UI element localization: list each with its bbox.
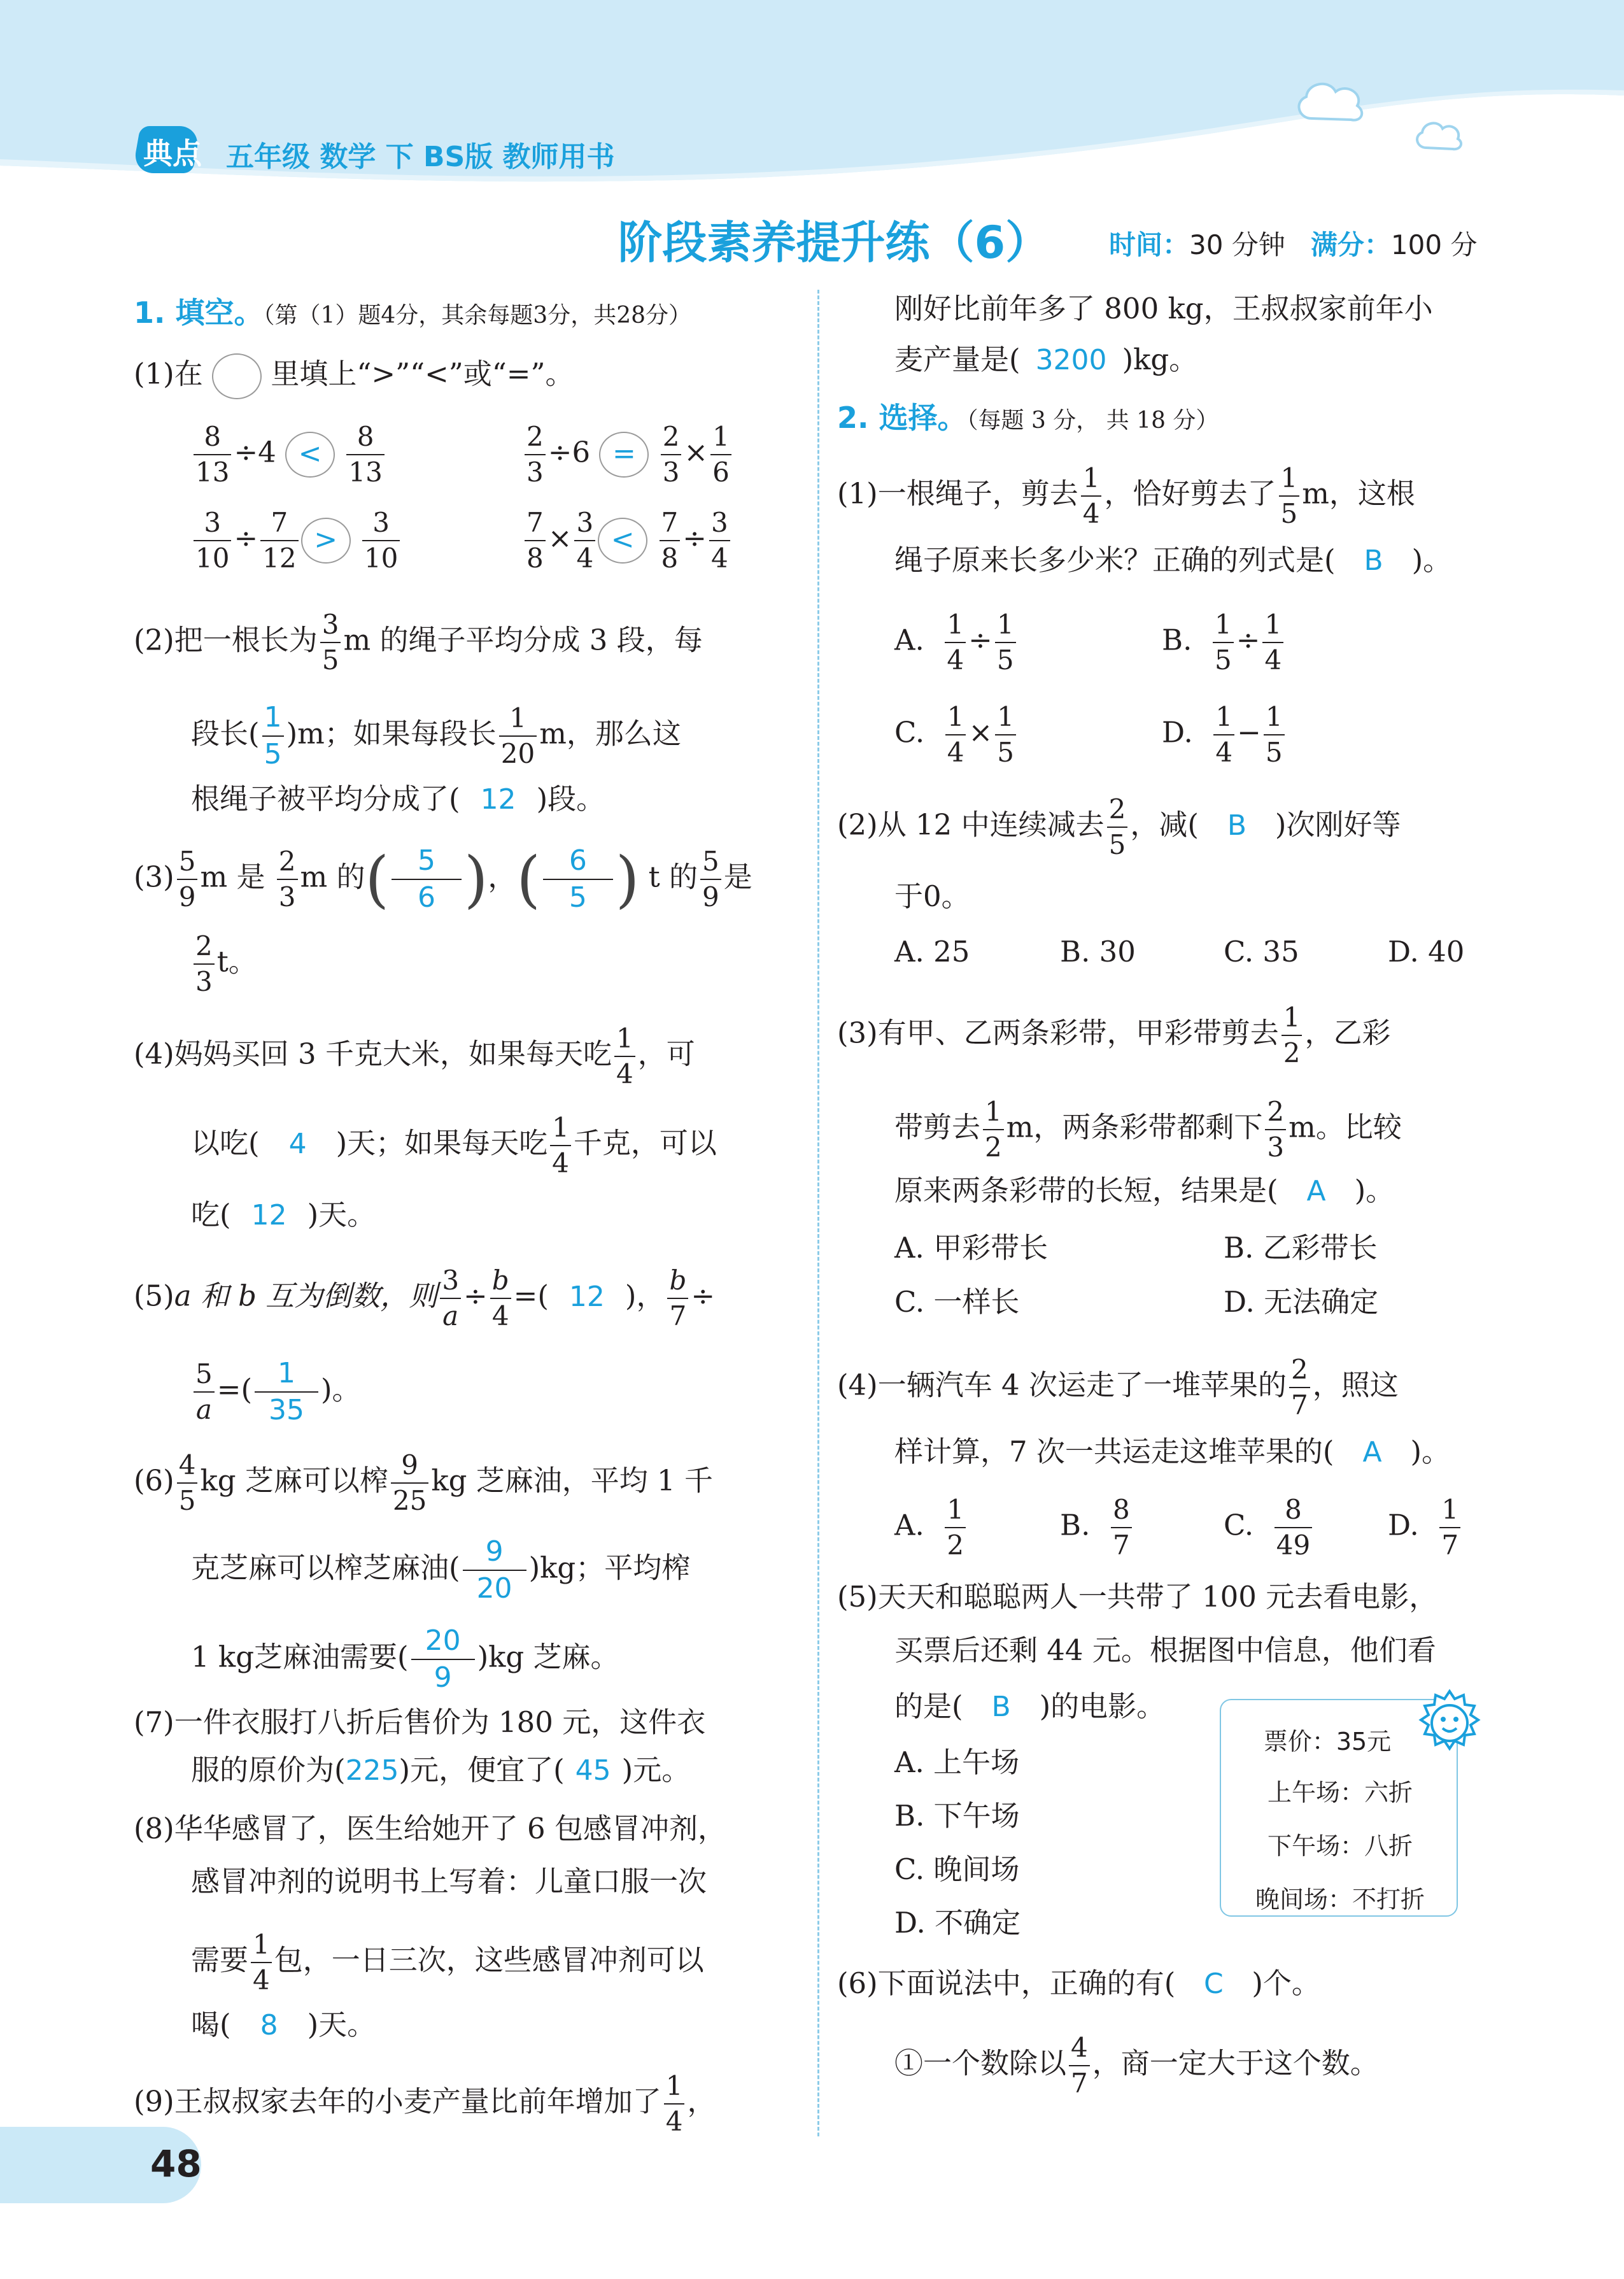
q1-p2-l2: 段长( $\frac{1}{5}$ )m；如果每段长 $\frac{1}{20}$ m，那么这: [191, 701, 681, 770]
time-score: 时间：30 分钟 满分：100 分: [1109, 229, 1478, 260]
ticket-morning: 上午场：六折: [1267, 1778, 1413, 1807]
q1-p1: (1)在 里填上“>”“<”或“=”。: [134, 353, 574, 399]
q1-p6-l3: 1 kg芝麻油需要( $\frac{20}{9}$ )kg 芝麻。: [191, 1624, 619, 1694]
cmp-2: $\frac{2}{3}$ ÷6 = $\frac{2}{3}$ × $\frac{1}{6}$: [522, 423, 734, 486]
q1-p2: (2)把一根长为 $\frac{3}{5}$ m 的绳子平均分成 3 段，每: [134, 609, 703, 676]
q2-s3-l2: 带剪去 $\frac{1}{2}$ m，两条彩带都剩下 $\frac{2}{3}$ m。比较: [894, 1096, 1402, 1163]
q1-p8-l3: 需要 $\frac{1}{4}$ 包，一日三次，这些感冒冲剂可以: [191, 1929, 704, 1996]
q2-s3-optC: C. 一样长: [894, 1285, 1020, 1319]
q2-s3: (3)有甲、乙两条彩带，甲彩带剪去 $\frac{1}{2}$ ，乙彩: [837, 1002, 1391, 1069]
q2-s2-l2: 于0。: [894, 879, 970, 913]
q2-s1-optA: A. $\frac{1}{4}$ ÷ $\frac{1}{5}$: [894, 611, 1019, 674]
q2-s3-optA: A. 甲彩带长: [894, 1231, 1049, 1265]
q2-s5-optC: C. 晚间场: [894, 1852, 1020, 1886]
q2-s6: (6)下面说法中，正确的有( C )个。: [837, 1966, 1320, 2000]
q2-s3-l3: 原来两条彩带的长短，结果是( A )。: [894, 1174, 1395, 1207]
q1-p3: (3) $\frac{5}{9}$ m 是 $\frac{2}{3}$ m 的( $\frac{5}{6}$ )，( $\frac{6}{5}$ ) t 的 $\frac{5}{9}$ 是: [134, 844, 752, 915]
q2-s5-optA: A. 上午场: [894, 1745, 1020, 1779]
ticket-evening: 晚间场：不打折: [1255, 1885, 1425, 1913]
q1-p8-l2: 感冒冲剂的说明书上写着：儿童口服一次: [191, 1864, 707, 1898]
q2-s5: (5)天天和聪聪两人一共带了 100 元去看电影，: [837, 1580, 1438, 1614]
page-number: 48: [150, 2142, 202, 2185]
q2-s3-optD: D. 无法确定: [1224, 1285, 1379, 1319]
q1-p4-l2: 以吃( 4 )天；如果每天吃 $\frac{1}{4}$ 千克，可以: [191, 1112, 717, 1179]
q1-p5: (5)a 和 b 互为倒数，则 $\frac{3}{a}$ ÷ $\frac{b}{4}$ =( 12 )， $\frac{b}{7}$ ÷: [134, 1265, 716, 1331]
q2-s2-optD: D. 40: [1388, 935, 1465, 969]
q1-p6: (6) $\frac{4}{5}$ kg 芝麻可以榨 $\frac{9}{25}$ kg 芝麻油，平均 1 千: [134, 1449, 713, 1516]
q2-s4-optC: C. $\frac{8}{49}$: [1224, 1496, 1315, 1559]
q1-p3-l2: $\frac{2}{3}$ t。: [191, 933, 257, 995]
q2-s5-optB: B. 下午场: [894, 1799, 1020, 1833]
q2-s4-optA: A. $\frac{1}{2}$: [894, 1496, 968, 1559]
book-info: 五年级 数学 下 BS版 教师用书: [226, 141, 615, 173]
ticket-afternoon: 下午场：八折: [1267, 1832, 1413, 1860]
q2-s1-optD: D. $\frac{1}{4}$ − $\frac{1}{5}$: [1162, 704, 1287, 766]
q2-s5-optD: D. 不确定: [894, 1906, 1021, 1940]
cmp-3: $\frac{3}{10}$ ÷ $\frac{7}{12}$ > $\frac{3}{10}$: [191, 509, 402, 572]
q2-s2-optC: C. 35: [1224, 935, 1299, 969]
q2-s4-optB: B. $\frac{8}{7}$: [1060, 1496, 1134, 1559]
q1-p4: (4)妈妈买回 3 千克大米，如果每天吃 $\frac{1}{4}$ ，可: [134, 1023, 695, 1090]
q1-p6-l2: 克芝麻可以榨芝麻油( $\frac{9}{20}$ )kg；平均榨: [191, 1535, 691, 1605]
cmp-1: $\frac{8}{13}$ ÷4 < $\frac{8}{13}$: [191, 423, 387, 486]
q2-s5-l3: 的是( B )的电影。: [894, 1689, 1166, 1723]
q1-p4-l3: 吃( 12 )天。: [191, 1198, 376, 1232]
q2-s1-optC: C. $\frac{1}{4}$ × $\frac{1}{5}$: [894, 704, 1019, 766]
logo-text: 典点: [143, 136, 202, 171]
q1-p2-l3: 根绳子被平均分成了( 12 )段。: [191, 782, 605, 816]
q1-p9-l2: 刚好比前年多了 800 kg，王叔叔家前年小: [894, 292, 1433, 325]
q1-p5-l2: $\frac{5}{a}$ =( $\frac{1}{35}$ )。: [191, 1360, 361, 1424]
q1-p8-l4: 喝( 8 )天。: [191, 2008, 376, 2041]
cmp-4: $\frac{7}{8}$ × $\frac{3}{4}$ < $\frac{7}{8}$ ÷ $\frac{3}{4}$: [522, 509, 733, 572]
q2-s6-l2: ①一个数除以 $\frac{4}{7}$ ，商一定大于这个数。: [894, 2032, 1379, 2099]
sun-mascot-icon: [1415, 1687, 1485, 1757]
q1-p8: (8)华华感冒了，医生给她开了 6 包感冒冲剂，: [134, 1812, 726, 1845]
q2-s4: (4)一辆汽车 4 次运走了一堆苹果的 $\frac{2}{7}$ ，照这: [837, 1354, 1399, 1421]
q2-s2-optA: A. 25: [894, 935, 970, 969]
q1-p7: (7)一件衣服打八折后售价为 180 元，这件衣: [134, 1705, 706, 1739]
header-band: [0, 0, 1624, 210]
column-divider: [817, 290, 819, 2136]
ticket-price: 票价：35元: [1263, 1728, 1392, 1756]
q2-s4-optD: D. $\frac{1}{7}$: [1388, 1496, 1463, 1559]
page-title: 阶段素养提升练（6）: [618, 217, 1050, 269]
q2-heading: 2. 选择。（每题 3 分， 共 18 分）: [837, 401, 1219, 435]
q1-p9-l3: 麦产量是( 3200 )kg。: [894, 343, 1198, 376]
q2-s2: (2)从 12 中连续减去 $\frac{2}{5}$ ，减( B )次刚好等: [837, 793, 1401, 860]
q2-s3-optB: B. 乙彩带长: [1224, 1231, 1378, 1265]
q1-p9: (9)王叔叔家去年的小麦产量比前年增加了 $\frac{1}{4}$ ，: [134, 2070, 716, 2137]
q2-s1: (1)一根绳子，剪去 $\frac{1}{4}$ ，恰好剪去了 $\frac{1}{5}$ m，这根: [837, 462, 1415, 529]
q2-s2-optB: B. 30: [1060, 935, 1136, 969]
q2-s1-l2: 绳子原来长多少米？正确的列式是( B )。: [894, 543, 1452, 577]
q2-s4-l2: 样计算，7 次一共运走这堆苹果的( A )。: [894, 1435, 1451, 1468]
q1-p7-l2: 服的原价为(225)元，便宜了( 45 )元。: [191, 1753, 691, 1787]
q2-s1-optB: B. $\frac{1}{5}$ ÷ $\frac{1}{4}$: [1162, 611, 1286, 674]
q2-s5-l2: 买票后还剩 44 元。根据图中信息，他们看: [894, 1633, 1436, 1667]
q1-heading: 1. 填空。（第（1）题4分，其余每题3分，共28分）: [134, 295, 692, 330]
